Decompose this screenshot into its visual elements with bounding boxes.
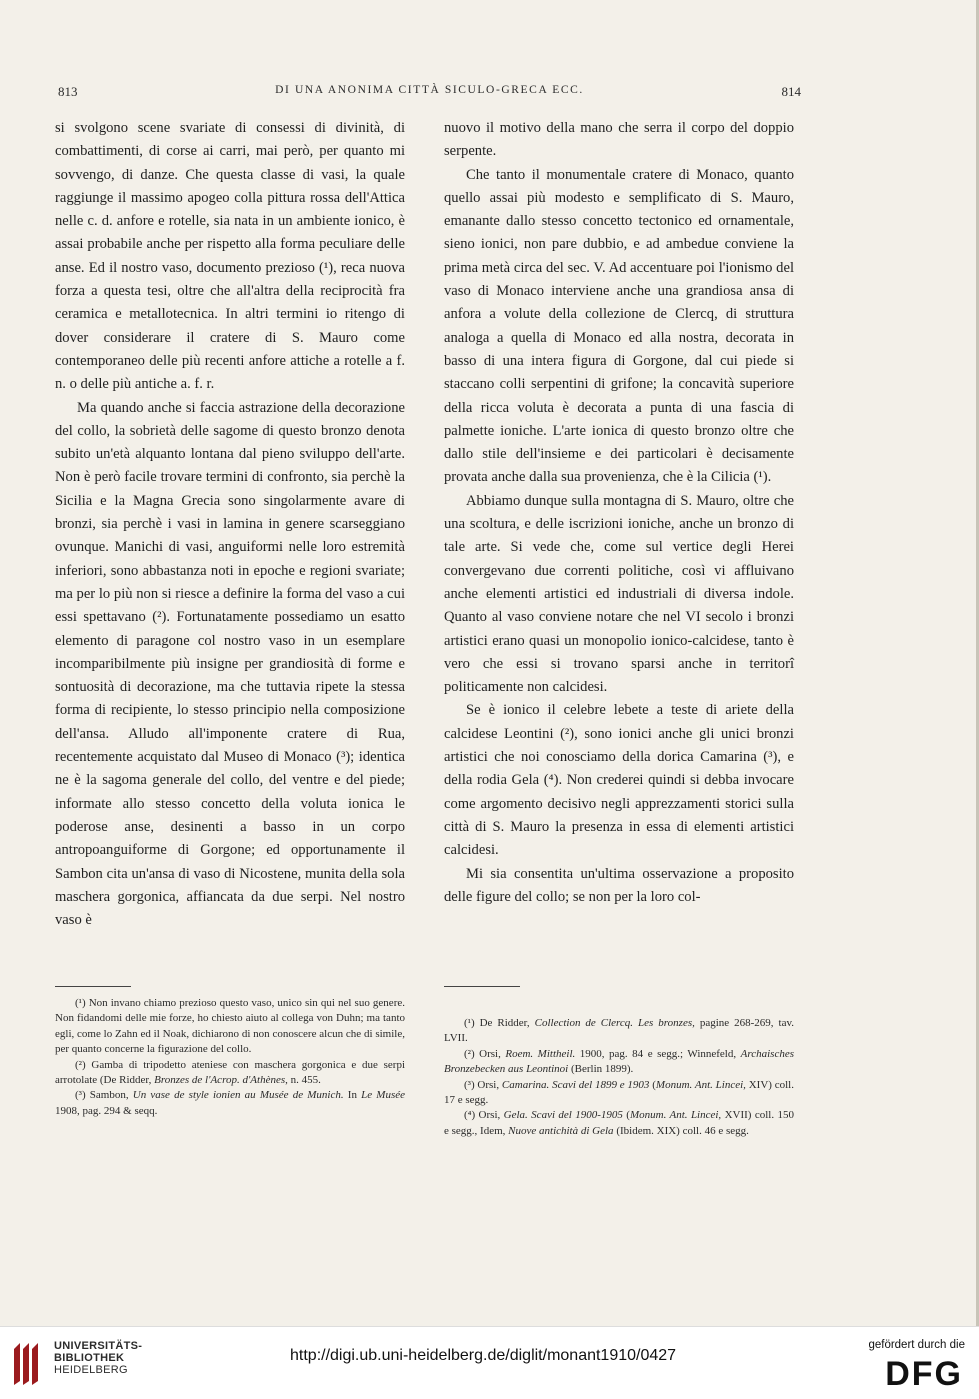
page-number-right: 814 (781, 84, 801, 99)
footnotes-right (444, 1016, 794, 1139)
page-number-left: 813 (58, 84, 78, 99)
footnote: (⁴) Orsi, Gela. Scavi del 1900-1905 (Monum. Ant. Lincei, XVII) coll. 150 e segg., Idem, Nuove antichità di Gela (Ibidem. XIX) coll. 46 e segg. (444, 1109, 794, 1137)
university-library-logo-icon[interactable] (10, 1341, 40, 1387)
right-column (444, 117, 794, 909)
paragraph: Ma quando anche si faccia astrazione della decorazione del collo, la sobrietà delle sagome di questo bronzo denota subito un'età alquanto lontana dal pieno sviluppo dell'arte. Non è però facile trovare termini di confronto, sia perchè la Sicilia e la Magna Grecia sono singolarmente avare di bronzi, sia perchè i vasi in lamina in genere scarseggiano ovunque. Manichi di vasi, anguiformi nelle loro estremità inferiori, sono abbastanza noti in epoche e regioni svariate; ma per lo più non si riesce a definire la forma del vaso a cui essi spettavano (²). Fortunatamente possediamo un esatto elemento di paragone col nostro vaso in un esemplare incomparibilmente più insigne per grandiosità di forme e sontuosità di decorazione, ma che tuttavia ripete la stessa forma di recipiente, lo stesso principio nella composizione dell'ansa. Alludo all'imponente cratere di Rua, recentemente acquistato dal Museo di Monaco (³); identica ne è la sagoma generale del collo, del ventre e del piede; informate allo stesso concetto della voluta ionica le poderose anse, desinenti a basso in un corpo antropoanguiforme di Gorgone; ed opportunamente il Sambon cita un'ansa di vaso di Nicostene, munita della sola maschera gorgonica, affiancata da due serpi. Nel nostro vaso è (55, 399, 405, 929)
paragraph: Mi sia consentita un'ultima osservazione a proposito delle figure del collo; se non per la loro col- (444, 865, 794, 905)
footnote-rule (444, 986, 520, 987)
library-name[interactable]: UNIVERSITÄTS- BIBLIOTHEK HEIDELBERG (54, 1340, 143, 1376)
paragraph: Se è ionico il celebre lebete a teste di ariete della calcidese Leontini (²), sono ionici anche gli unici bronzi artistici che noi conosciamo della dorica Camarina (³), e della rodia Gela (⁴). Non crederei quindi si debba invocare come argomento decisivo negli apprezzamenti storici sulla città di S. Mauro la presenza in essa di elementi artistici calcidesi. (444, 702, 794, 859)
footnote: (²) Gamba di tripodetto ateniese con maschera gorgonica e due serpi arrotolate (De Ridder, Bronzes de l'Acrop. d'Athènes, n. 455. (55, 1058, 405, 1087)
running-title: DI UNA ANONIMA CITTÀ SICULO-GRECA ECC. (275, 84, 584, 96)
dfg-logo[interactable]: DFG (885, 1355, 963, 1393)
footnotes-left (55, 996, 405, 1119)
footnote: (³) Orsi, Camarina. Scavi del 1899 e 1903 (Monum. Ant. Lincei, XIV) coll. 17 e segg. (444, 1078, 794, 1107)
paragraph: Che tanto il monumentale cratere di Monaco, quanto quello assai più modesto e semplificato di S. Mauro, emanante dallo stesso concetto tectonico ed ornamentale, sieno ionici, non pare dubbio, e ad ambedue conviene la prima metà circa del sec. V. Ad accentuare poi l'ionismo del vaso di Monaco interviene anche una grandiosa ansa di anfora a volute della collezione de Clercq, di struttura analoga a quella di Monaco ed alla nostra, decorata in basso di una intera figura di Gorgone, dal cui piede si staccano colli serpentini di grifone; la concavità superiore della ricca voluta è decorata a punta di una fascia di palmette ioniche. L'arte ionica di questo bronzo oltre che dallo stile dell'insieme e dei particolari è decisamente provata anche dalla sua provenienza, che è la Cilicia (¹). (444, 166, 794, 486)
footnote: (²) Orsi, Roem. Mittheil. 1900, pag. 84 e segg.; Winnefeld, Archaisches Bronzebecken aus Leontinoi (Berlin 1899). (444, 1047, 794, 1076)
footnote: (³) Sambon, Un vase de style ionien au Musée de Munich. In Le Musée 1908, pag. 294 & seqq. (55, 1089, 406, 1117)
footnote-rule (55, 986, 131, 987)
footnote: (¹) De Ridder, Collection de Clercq. Les bronzes, pagine 268-269, tav. LVII. (444, 1017, 794, 1045)
paragraph: nuovo il motivo della mano che serra il corpo del doppio serpente. (444, 120, 794, 160)
funding-label: gefördert durch die (868, 1339, 965, 1351)
paragraph: si svolgono scene svariate di consessi di divinità, di combattimenti, di corse ai carri, mai però, per quanto mi sovvengo, di danze. Che questa classe di vasi, la quale raggiunge il massimo apogeo colla pittura rossa dell'Attica nelle c. d. anfore e rotelle, sia nata in un ambiente ionico, è assai probabile anche per rispetto alla forma peculiare delle anse. Ed il nostro vaso, documento prezioso (¹), reca nuova forza a questa tesi, oltre che all'altra della reciprocità fra ceramica e metallotecnica. In altri termini io ritengo di dover considerare il cratere di S. Mauro come contemporaneo delle più recenti anfore attiche a rotelle a f. n. o delle più antiche a. f. r. (55, 120, 405, 393)
paragraph: Abbiamo dunque sulla montagna di S. Mauro, oltre che una scoltura, e delle iscrizioni ioniche, anche un bronzo di tale arte. Si vede che, come sul vertice degli Herei convergevano due correnti politiche, così vi affluivano anche elementi artistici ed industriali di diversa indole. Quanto al vaso conviene notare che nel VI secolo i bronzi artistici erano quasi un monopolio ionico-calcidese, tanto è vero che essi si trovano sparsi anche in territorî politicamente non calcidesi. (444, 492, 794, 696)
viewer-footer (0, 1326, 979, 1399)
permalink-url[interactable]: http://digi.ub.uni-heidelberg.de/diglit/monant1910/0427 (290, 1347, 677, 1364)
footnote: (¹) Non invano chiamo prezioso questo vaso, unico sin qui nel suo genere. Non fidandomi delle mie forze, ho chiesto aiuto al collega von Duhn; ma tanto egli, come lo Zahn ed il Noak, dichiarono di non conoscere alcun che di simile, per quanto concerne la figurazione del collo. (55, 997, 405, 1056)
left-column (55, 117, 405, 932)
